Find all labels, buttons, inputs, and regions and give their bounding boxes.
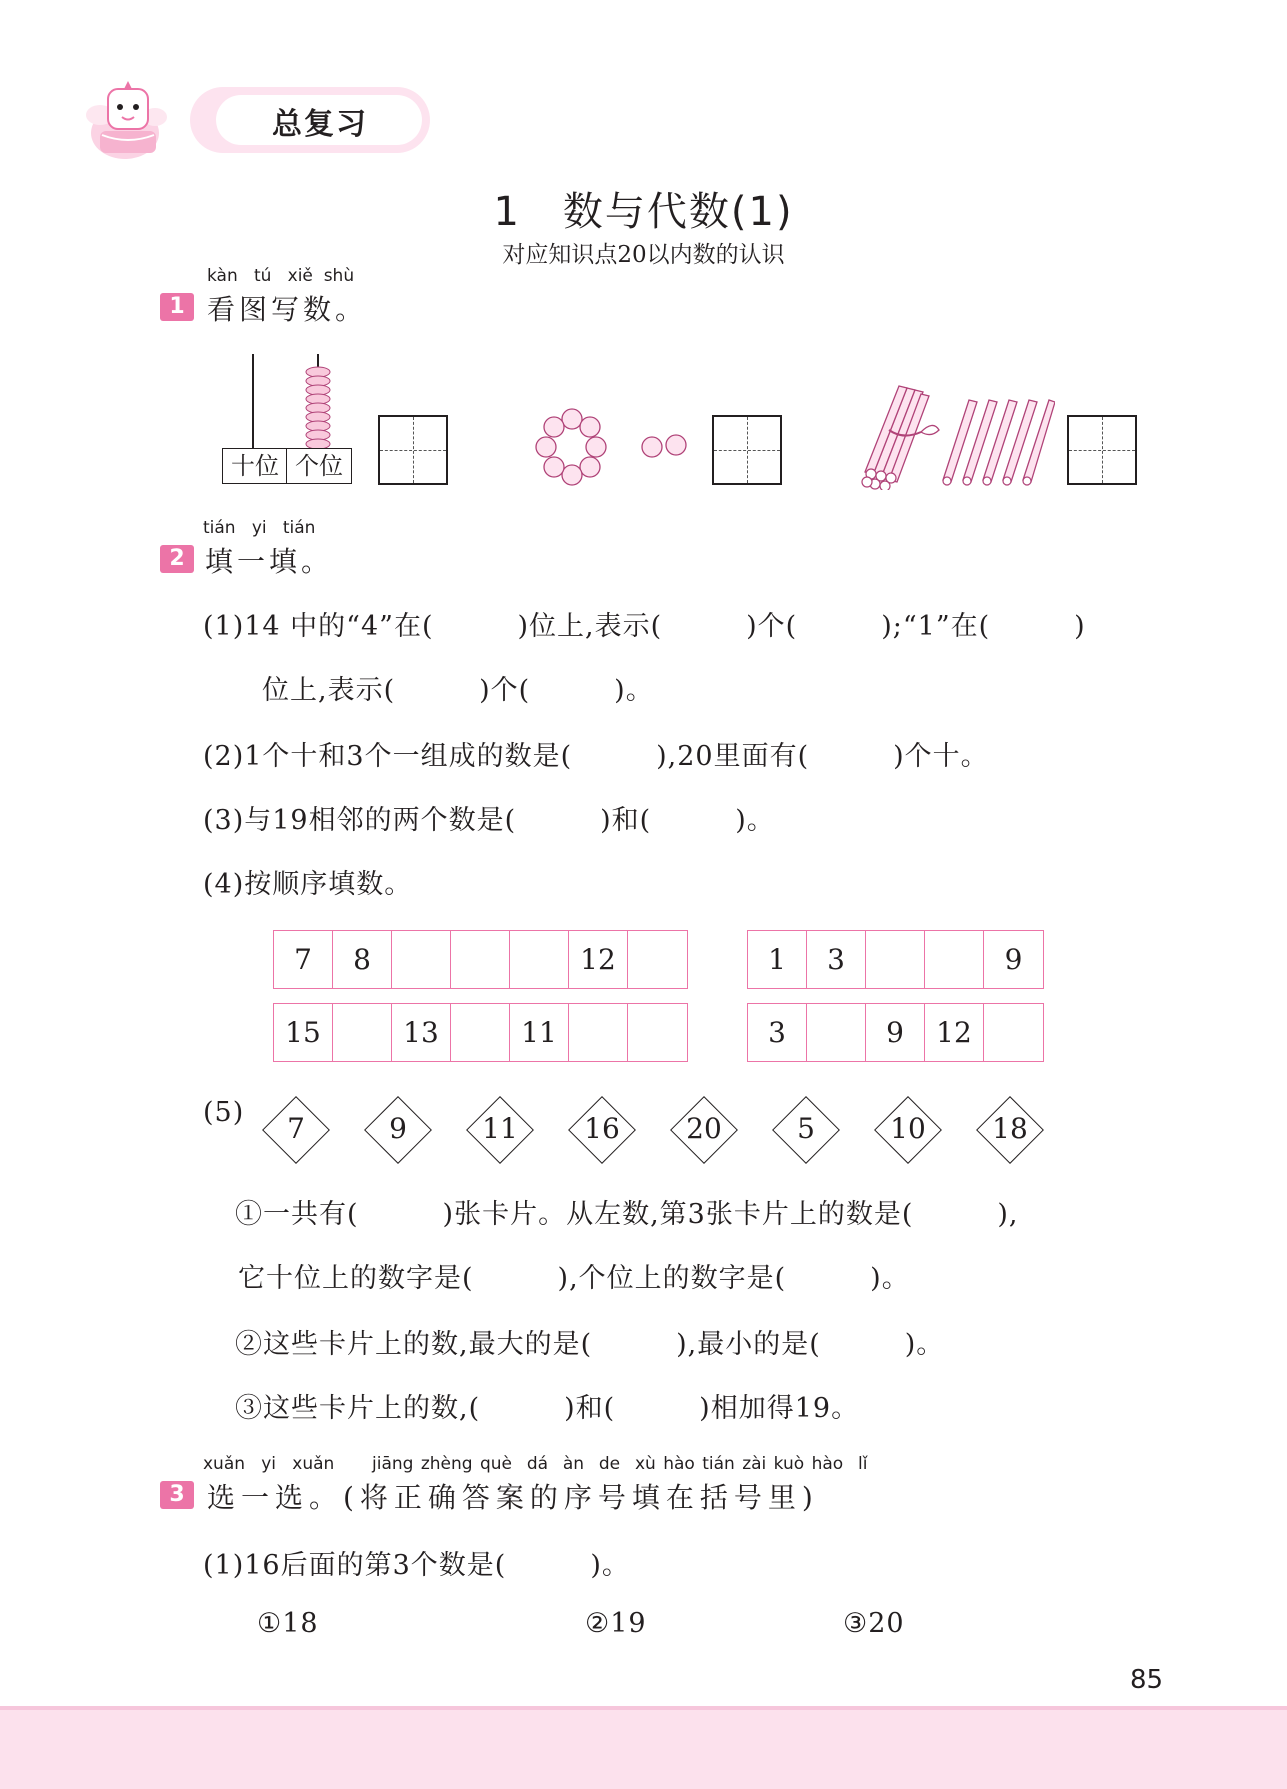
pinyin-syllable: jiāng — [372, 1454, 414, 1474]
number-card — [976, 1096, 1044, 1164]
option-1[interactable]: ①18 — [257, 1608, 319, 1639]
pinyin-syllable: tián — [203, 518, 236, 538]
pinyin-syllable: xiě — [287, 266, 313, 286]
grid-cell: 8 — [333, 931, 392, 988]
section2-title: 填一填。 — [205, 545, 334, 578]
abacus-label-tens: 十位 — [222, 448, 288, 484]
pinyin-syllable: xuǎn — [292, 1454, 335, 1474]
number-card — [466, 1096, 534, 1164]
section2-number: 2 — [160, 545, 194, 573]
grid-cell[interactable] — [510, 931, 569, 988]
grid-cell[interactable] — [628, 931, 687, 988]
pinyin-syllable: yi — [251, 518, 267, 538]
grid-cell: 7 — [274, 931, 333, 988]
question-3-1: (1)16后面的第3个数是( )。 — [203, 1550, 630, 1581]
abacus-rods-icon — [220, 352, 355, 452]
number-card — [262, 1096, 330, 1164]
card-value: 18 — [992, 1112, 1028, 1145]
option-2[interactable]: ②19 — [585, 1608, 647, 1639]
section1-pinyin — [207, 266, 354, 286]
grid-cell: 3 — [748, 1004, 807, 1061]
grid-cell[interactable] — [451, 1004, 510, 1061]
question-2-1-line2: 位上,表示( )个( )。 — [262, 675, 654, 706]
section1-title: 看图写数。 — [207, 293, 368, 326]
pinyin-syllable: àn — [562, 1454, 585, 1474]
section2-pinyin — [203, 518, 315, 538]
stick-bundle-icon — [855, 380, 1055, 490]
pinyin-syllable: hào — [811, 1454, 844, 1474]
pinyin-syllable: yi — [261, 1454, 277, 1474]
bead-ring-icon — [530, 405, 690, 490]
pinyin-syllable: de — [598, 1454, 621, 1474]
pinyin-syllable: hào — [663, 1454, 695, 1474]
card-value: 7 — [287, 1112, 305, 1145]
answer-box-1[interactable] — [378, 415, 448, 485]
pinyin-syllable: tú — [253, 266, 272, 286]
card-value: 10 — [890, 1112, 926, 1145]
grid-cell[interactable] — [569, 1004, 628, 1061]
section3-number: 3 — [160, 1481, 194, 1509]
pinyin-syllable: kuò — [773, 1454, 805, 1474]
grid-cell: 11 — [510, 1004, 569, 1061]
question-2-3: (3)与19相邻的两个数是( )和( )。 — [203, 805, 775, 836]
section3-pinyin-b — [372, 1454, 867, 1474]
header-title: 总复习 — [272, 107, 368, 142]
pinyin-syllable: xuǎn — [203, 1454, 246, 1474]
grid-cell: 9 — [866, 1004, 925, 1061]
pinyin-syllable: kàn — [207, 266, 238, 286]
card-value: 16 — [584, 1112, 620, 1145]
grid-cell[interactable] — [866, 931, 925, 988]
question-2-5-label: (5) — [203, 1097, 245, 1128]
grid-cell: 13 — [392, 1004, 451, 1061]
header-badge — [80, 75, 368, 165]
grid-cell[interactable] — [984, 1004, 1043, 1061]
lesson-subtitle: 对应知识点20以内数的认识 — [502, 242, 785, 268]
lesson-title: 1 数与代数(1) — [493, 189, 794, 235]
grid-cell: 1 — [748, 931, 807, 988]
grid-cell[interactable] — [628, 1004, 687, 1061]
grid-cell: 9 — [1004, 943, 1023, 976]
answer-box-2[interactable] — [712, 415, 782, 485]
grid-cell: 15 — [274, 1004, 333, 1061]
option-3[interactable]: ③20 — [843, 1608, 905, 1639]
question-2-5-3: ③这些卡片上的数,( )和( )相加得19。 — [235, 1393, 860, 1424]
abacus-label-ones: 个位 — [286, 448, 352, 484]
pinyin-syllable: zài — [742, 1454, 767, 1474]
abacus — [220, 352, 355, 490]
question-2-5-1-line2: 它十位上的数字是( ),个位上的数字是( )。 — [238, 1263, 910, 1294]
answer-box-3[interactable] — [1067, 415, 1137, 485]
card-value: 20 — [686, 1112, 722, 1145]
grid-cell[interactable] — [925, 931, 984, 988]
question-2-5-1-line1: ①一共有( )张卡片。从左数,第3张卡片上的数是( ), — [235, 1199, 1019, 1230]
pinyin-syllable: tián — [282, 518, 316, 538]
card-value: 5 — [797, 1112, 815, 1145]
page-number: 85 — [1130, 1665, 1164, 1695]
number-grid-4 — [747, 1003, 1044, 1062]
number-grid-1 — [273, 930, 688, 989]
grid-cell[interactable] — [392, 931, 451, 988]
section3-title: 选一选。(将正确答案的序号填在括号里) — [207, 1481, 819, 1514]
pinyin-syllable: zhèng — [420, 1454, 473, 1474]
question-2-4: (4)按顺序填数。 — [203, 869, 413, 900]
pinyin-syllable: lǐ — [857, 1454, 868, 1474]
grid-cell[interactable] — [807, 1004, 866, 1061]
grid-cell: 3 — [807, 931, 866, 988]
question-2-2: (2)1个十和3个一组成的数是( ),20里面有( )个十。 — [203, 741, 989, 772]
section1-number: 1 — [160, 293, 194, 321]
pinyin-syllable: xù — [634, 1454, 656, 1474]
number-card — [670, 1096, 738, 1164]
number-card — [364, 1096, 432, 1164]
number-card — [874, 1096, 942, 1164]
grid-cell[interactable] — [451, 931, 510, 988]
card-value: 9 — [389, 1112, 407, 1145]
card-value: 11 — [482, 1112, 518, 1145]
footer-band — [0, 1710, 1287, 1789]
pinyin-syllable: dá — [526, 1454, 549, 1474]
number-card — [772, 1096, 840, 1164]
grid-cell: 12 — [925, 1004, 984, 1061]
pinyin-syllable: què — [479, 1454, 513, 1474]
pinyin-syllable: tián — [702, 1454, 735, 1474]
question-2-5-2: ②这些卡片上的数,最大的是( ),最小的是( )。 — [235, 1329, 945, 1360]
question-2-1-line1: (1)14 中的“4”在( )位上,表示( )个( );“1”在( ) — [203, 611, 1086, 642]
number-grid-3 — [273, 1003, 688, 1062]
grid-cell: 12 — [569, 931, 628, 988]
number-grid-2 — [747, 930, 1044, 989]
section3-pinyin-a — [203, 1454, 334, 1474]
number-card — [568, 1096, 636, 1164]
pinyin-syllable: shù — [323, 266, 355, 286]
grid-cell[interactable] — [333, 1004, 392, 1061]
